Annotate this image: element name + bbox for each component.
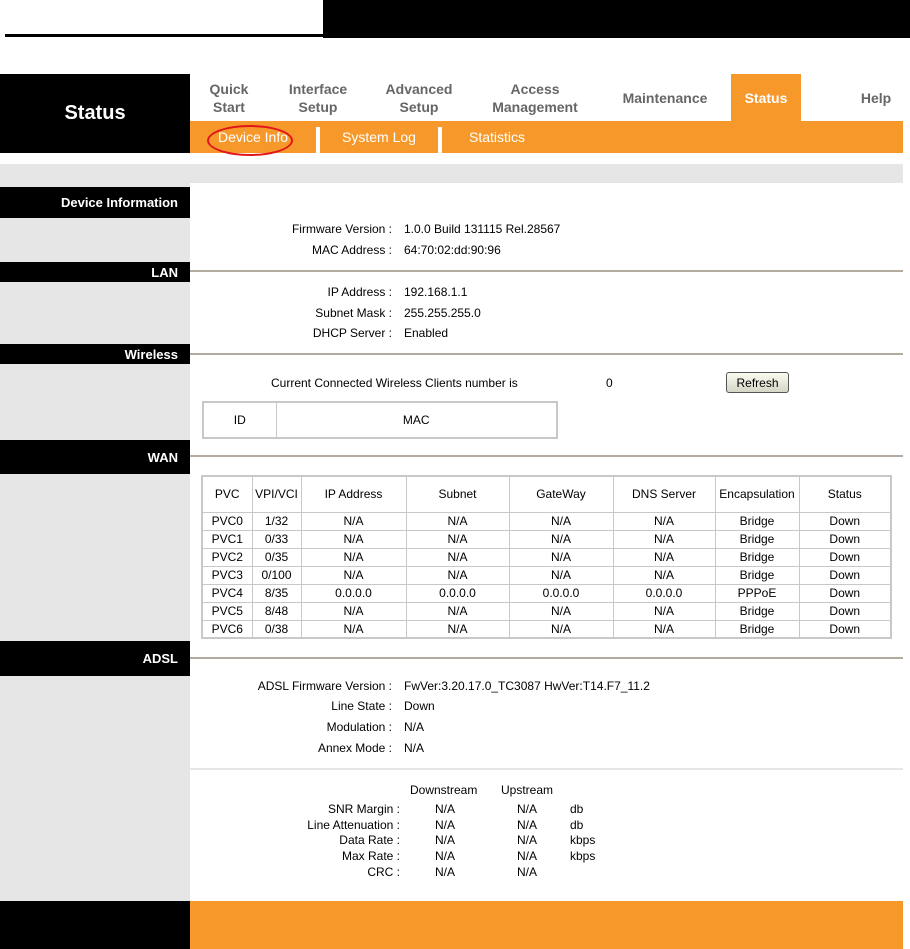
section-title: Status (0, 74, 190, 153)
downstream-header: Downstream (410, 783, 478, 797)
stat-unit: kbps (570, 833, 596, 848)
footer-left (0, 901, 190, 949)
table-cell: N/A (509, 602, 613, 620)
section-lan: LAN (0, 262, 190, 282)
table-cell: N/A (301, 530, 406, 548)
line-state-label: Line State : (331, 699, 392, 713)
column-header: Status (799, 476, 891, 512)
menu-status[interactable]: Status (731, 74, 801, 121)
table-cell: 0.0.0.0 (406, 584, 509, 602)
table-cell: PVC5 (202, 602, 252, 620)
column-header: IP Address (301, 476, 406, 512)
table-cell: N/A (613, 548, 715, 566)
table-cell: N/A (509, 566, 613, 584)
mac-value: 64:70:02:dd:90:96 (404, 243, 501, 257)
table-cell: N/A (301, 548, 406, 566)
table-cell: Down (799, 602, 891, 620)
stat-label: CRC : (367, 864, 400, 879)
menu-label: Setup (399, 98, 439, 115)
stat-label: Max Rate : (341, 849, 400, 864)
modulation-label: Modulation : (326, 720, 392, 734)
annex-label: Annex Mode : (317, 741, 392, 755)
divider-line (190, 768, 903, 770)
column-header: GateWay (509, 476, 613, 512)
mac-label: MAC Address : (311, 243, 392, 257)
footer-bar (190, 901, 903, 949)
table-cell: Bridge (715, 602, 799, 620)
dhcp-label: DHCP Server : (312, 326, 392, 340)
table-cell: Bridge (715, 530, 799, 548)
submenu-system-log[interactable]: System Log (342, 129, 416, 145)
stat-label: Line Attenuation : (307, 817, 400, 832)
stat-upstream: N/A (517, 802, 538, 816)
section-divider (190, 657, 903, 659)
stat-downstream: N/A (435, 817, 456, 832)
table-cell: N/A (406, 602, 509, 620)
menu-quick-start[interactable] (190, 74, 268, 121)
menu-label: Management (492, 98, 578, 115)
table-cell: N/A (301, 512, 406, 530)
table-cell: Bridge (715, 512, 799, 530)
table-cell: Down (799, 620, 891, 638)
adsl-firmware-label: ADSL Firmware Version : (257, 679, 392, 693)
table-cell: Down (799, 512, 891, 530)
submenu-device-info[interactable]: Device Info (217, 129, 289, 145)
menu-interface-setup[interactable] (268, 74, 368, 121)
table-cell: 0.0.0.0 (613, 584, 715, 602)
table-cell: Bridge (715, 620, 799, 638)
stat-unit: kbps (570, 849, 596, 864)
menu-maintenance[interactable]: Maintenance (622, 89, 708, 106)
highlight-circle (207, 125, 293, 156)
stat-upstream: N/A (517, 817, 538, 832)
table-cell: 8/48 (252, 602, 301, 620)
section-divider (190, 353, 903, 355)
stat-unit: db (570, 802, 584, 816)
table-cell: 0/38 (252, 620, 301, 638)
modulation-value: N/A (404, 720, 425, 734)
table-cell: PVC1 (202, 530, 252, 548)
table-cell: N/A (406, 530, 509, 548)
table-cell: N/A (509, 620, 613, 638)
table-cell: N/A (406, 548, 509, 566)
table-cell: N/A (613, 530, 715, 548)
column-header: ID (203, 402, 276, 438)
table-cell: N/A (509, 530, 613, 548)
ip-value: 192.168.1.1 (404, 285, 468, 299)
table-row (202, 530, 891, 548)
wireless-clients-label: Current Connected Wireless Clients number is (271, 376, 518, 390)
table-cell: N/A (613, 602, 715, 620)
wan-table (201, 475, 892, 639)
table-header-row (203, 402, 557, 438)
table-cell: 1/32 (252, 512, 301, 530)
column-header: MAC (276, 402, 557, 438)
menu-label: Start (213, 98, 245, 115)
section-divider (190, 455, 903, 457)
table-row (202, 566, 891, 584)
menu-label: Access (510, 80, 560, 97)
table-cell: PVC4 (202, 584, 252, 602)
section-wan: WAN (0, 440, 190, 474)
menu-access-management[interactable] (470, 74, 600, 121)
table-row (202, 584, 891, 602)
table-cell: PVC2 (202, 548, 252, 566)
firmware-value: 1.0.0 Build 131115 Rel.28567 (404, 222, 561, 236)
table-cell: PVC6 (202, 620, 252, 638)
subnet-label: Subnet Mask : (315, 306, 392, 320)
table-cell: 0.0.0.0 (509, 584, 613, 602)
stat-downstream: N/A (435, 864, 456, 879)
menu-label: Advanced (385, 80, 453, 97)
table-cell: N/A (406, 512, 509, 530)
section-divider (190, 270, 903, 272)
column-header: Subnet (406, 476, 509, 512)
menu-label: Interface (288, 80, 348, 97)
table-cell: N/A (613, 566, 715, 584)
table-cell: N/A (406, 566, 509, 584)
table-cell: N/A (509, 512, 613, 530)
upstream-header: Upstream (501, 783, 554, 797)
table-cell: PVC3 (202, 566, 252, 584)
menu-advanced-setup[interactable] (368, 74, 470, 121)
adsl-firmware-value: FwVer:3.20.17.0_TC3087 HwVer:T14.F7_11.2 (404, 679, 650, 693)
stat-upstream: N/A (517, 833, 538, 848)
table-cell: N/A (613, 512, 715, 530)
section-wireless: Wireless (0, 344, 190, 364)
firmware-label: Firmware Version : (291, 222, 392, 236)
table-cell: 0/33 (252, 530, 301, 548)
stat-downstream: N/A (435, 849, 456, 864)
stat-downstream: N/A (435, 802, 456, 816)
column-header: VPI/VCI (252, 476, 301, 512)
table-row (202, 620, 891, 638)
stat-downstream: N/A (435, 833, 456, 848)
table-cell: 0/100 (252, 566, 301, 584)
logo-underline (5, 34, 323, 37)
menu-label: Setup (298, 98, 338, 115)
wireless-clients-count: 0 (606, 376, 613, 390)
table-cell: 8/35 (252, 584, 301, 602)
subnet-value: 255.255.255.0 (404, 306, 481, 320)
menu-label: Quick (209, 80, 249, 97)
menu-help[interactable]: Help (860, 89, 892, 106)
table-row (202, 512, 891, 530)
ip-label: IP Address : (327, 285, 392, 299)
table-cell: Bridge (715, 566, 799, 584)
table-cell: N/A (301, 602, 406, 620)
stat-upstream: N/A (517, 849, 538, 864)
stat-label: Data Rate : (339, 833, 400, 848)
table-cell: N/A (301, 620, 406, 638)
table-row (202, 602, 891, 620)
table-row (202, 548, 891, 566)
table-cell: N/A (509, 548, 613, 566)
refresh-button[interactable]: Refresh (726, 372, 789, 393)
table-cell: PPPoE (715, 584, 799, 602)
annex-value: N/A (404, 741, 425, 755)
table-cell: Down (799, 566, 891, 584)
top-banner (323, 0, 910, 38)
column-header: PVC (202, 476, 252, 512)
table-cell: N/A (613, 620, 715, 638)
table-cell: Bridge (715, 548, 799, 566)
section-adsl: ADSL (0, 641, 190, 676)
column-header: Encapsulation (715, 476, 799, 512)
stat-upstream: N/A (517, 864, 538, 879)
submenu-statistics[interactable]: Statistics (468, 129, 525, 145)
table-cell: Down (799, 548, 891, 566)
wireless-clients-table (202, 401, 558, 439)
divider-band (0, 164, 903, 183)
stat-unit: db (570, 817, 584, 832)
dhcp-value: Enabled (404, 326, 449, 340)
table-cell: 0.0.0.0 (301, 584, 406, 602)
table-cell: PVC0 (202, 512, 252, 530)
line-state-value: Down (404, 699, 435, 713)
table-cell: N/A (406, 620, 509, 638)
table-cell: N/A (301, 566, 406, 584)
table-cell: Down (799, 530, 891, 548)
column-header: DNS Server (613, 476, 715, 512)
table-cell: 0/35 (252, 548, 301, 566)
section-device-information: Device Information (0, 187, 190, 218)
stat-label: SNR Margin : (327, 802, 400, 816)
table-cell: Down (799, 584, 891, 602)
table-header-row (202, 476, 891, 512)
